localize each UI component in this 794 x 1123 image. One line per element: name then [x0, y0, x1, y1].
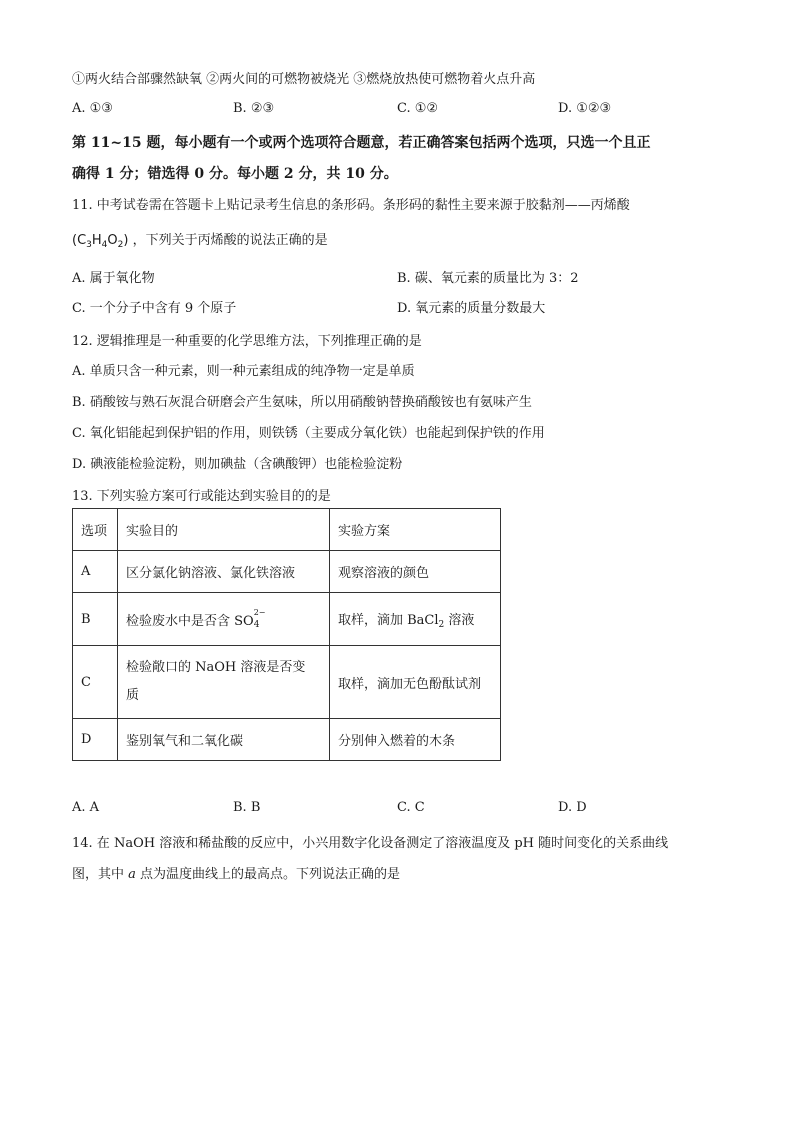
q13-option-d: D. D: [558, 800, 587, 815]
q12-option-a: A. 单质只含一种元素，则一种元素组成的纯净物一定是单质: [72, 364, 415, 379]
row-a-purpose: 区分氯化钠溶液、氯化铁溶液: [118, 551, 330, 593]
q11-option-a: A. 属于氧化物: [72, 271, 155, 286]
section-note-line1: 第 11~15 题，每小题有一个或两个选项符合题意，若正确答案包括两个选项，只选一个且正: [72, 135, 651, 151]
q10-option-c: C. ①②: [397, 101, 439, 116]
row-c-purpose: 检验敞口的 NaOH 溶液是否变 质: [118, 646, 330, 719]
q12-stem: 12. 逻辑推理是一种重要的化学思维方法，下列推理正确的是: [72, 334, 422, 349]
q10-option-b: B. ②③: [233, 101, 275, 116]
q13-option-b: B. B: [233, 800, 261, 815]
row-d-plan: 分别伸入燃着的木条: [330, 719, 501, 761]
row-b-purpose: 检验废水中是否含 SO 2− 4: [118, 593, 330, 646]
experiment-table: [72, 508, 501, 761]
row-b-option: B: [73, 593, 118, 646]
table-row: [73, 719, 501, 761]
q13-stem: 13. 下列实验方案可行或能达到实验目的的是: [72, 489, 331, 504]
q11-option-b: B. 碳、氧元素的质量比为 3：2: [397, 271, 579, 286]
row-d-option: D: [73, 719, 118, 761]
q11-formula: $(C_3H_4O_2)$: [72, 233, 129, 250]
header-option: 选项: [73, 509, 118, 551]
q12-option-d: D. 碘液能检验淀粉，则加碘盐（含碘酸钾）也能检验淀粉: [72, 457, 403, 472]
q14-stem-line1: 14. 在 NaOH 溶液和稀盐酸的反应中，小兴用数字化设备测定了溶液温度及 pH 随时间变化的关系曲线: [72, 836, 669, 851]
q14-stem-line2: 图，其中 a 点为温度曲线上的最高点。下列说法正确的是: [72, 867, 401, 882]
table-row: [73, 593, 501, 646]
q10-option-d: D. ①②③: [558, 101, 612, 116]
row-b-plan: 取样，滴加 BaCl$_2$ 溶液: [330, 593, 501, 646]
row-c-option: C: [73, 646, 118, 719]
q13-option-c: C. C: [397, 800, 425, 815]
q13-option-a: A. A: [72, 800, 100, 815]
header-purpose: 实验目的: [118, 509, 330, 551]
q11-option-c: C. 一个分子中含有 9 个原子: [72, 301, 237, 316]
row-d-purpose: 鉴别氧气和二氧化碳: [118, 719, 330, 761]
q10-option-a: A. ①③: [72, 101, 113, 116]
q11-stem-line2: $(C_3H_4O_2)$ ，下列关于丙烯酸的说法正确的是: [72, 233, 328, 250]
table-header-row: [73, 509, 501, 551]
q12-option-b: B. 硝酸铵与熟石灰混合研磨会产生氨味，所以用硝酸钠替换硝酸铵也有氨味产生: [72, 395, 532, 410]
header-plan: 实验方案: [330, 509, 501, 551]
q11-option-d: D. 氧元素的质量分数最大: [397, 301, 546, 316]
row-c-plan: 取样，滴加无色酚酞试剂: [330, 646, 501, 719]
table-row: [73, 646, 501, 719]
row-a-plan: 观察溶液的颜色: [330, 551, 501, 593]
q10-statements: ①两火结合部骤然缺氧 ②两火间的可燃物被烧光 ③燃烧放热使可燃物着火点升高: [72, 72, 536, 87]
section-note-line2: 确得 1 分；错选得 0 分。每小题 2 分，共 10 分。: [72, 166, 398, 182]
table-row: [73, 551, 501, 593]
q11-stem-line1: 11. 中考试卷需在答题卡上贴记录考生信息的条形码。条形码的黏性主要来源于胶黏剂——丙烯酸: [72, 198, 630, 213]
q12-option-c: C. 氧化铝能起到保护铝的作用，则铁锈（主要成分氧化铁）也能起到保护铁的作用: [72, 426, 545, 441]
row-a-option: A: [73, 551, 118, 593]
